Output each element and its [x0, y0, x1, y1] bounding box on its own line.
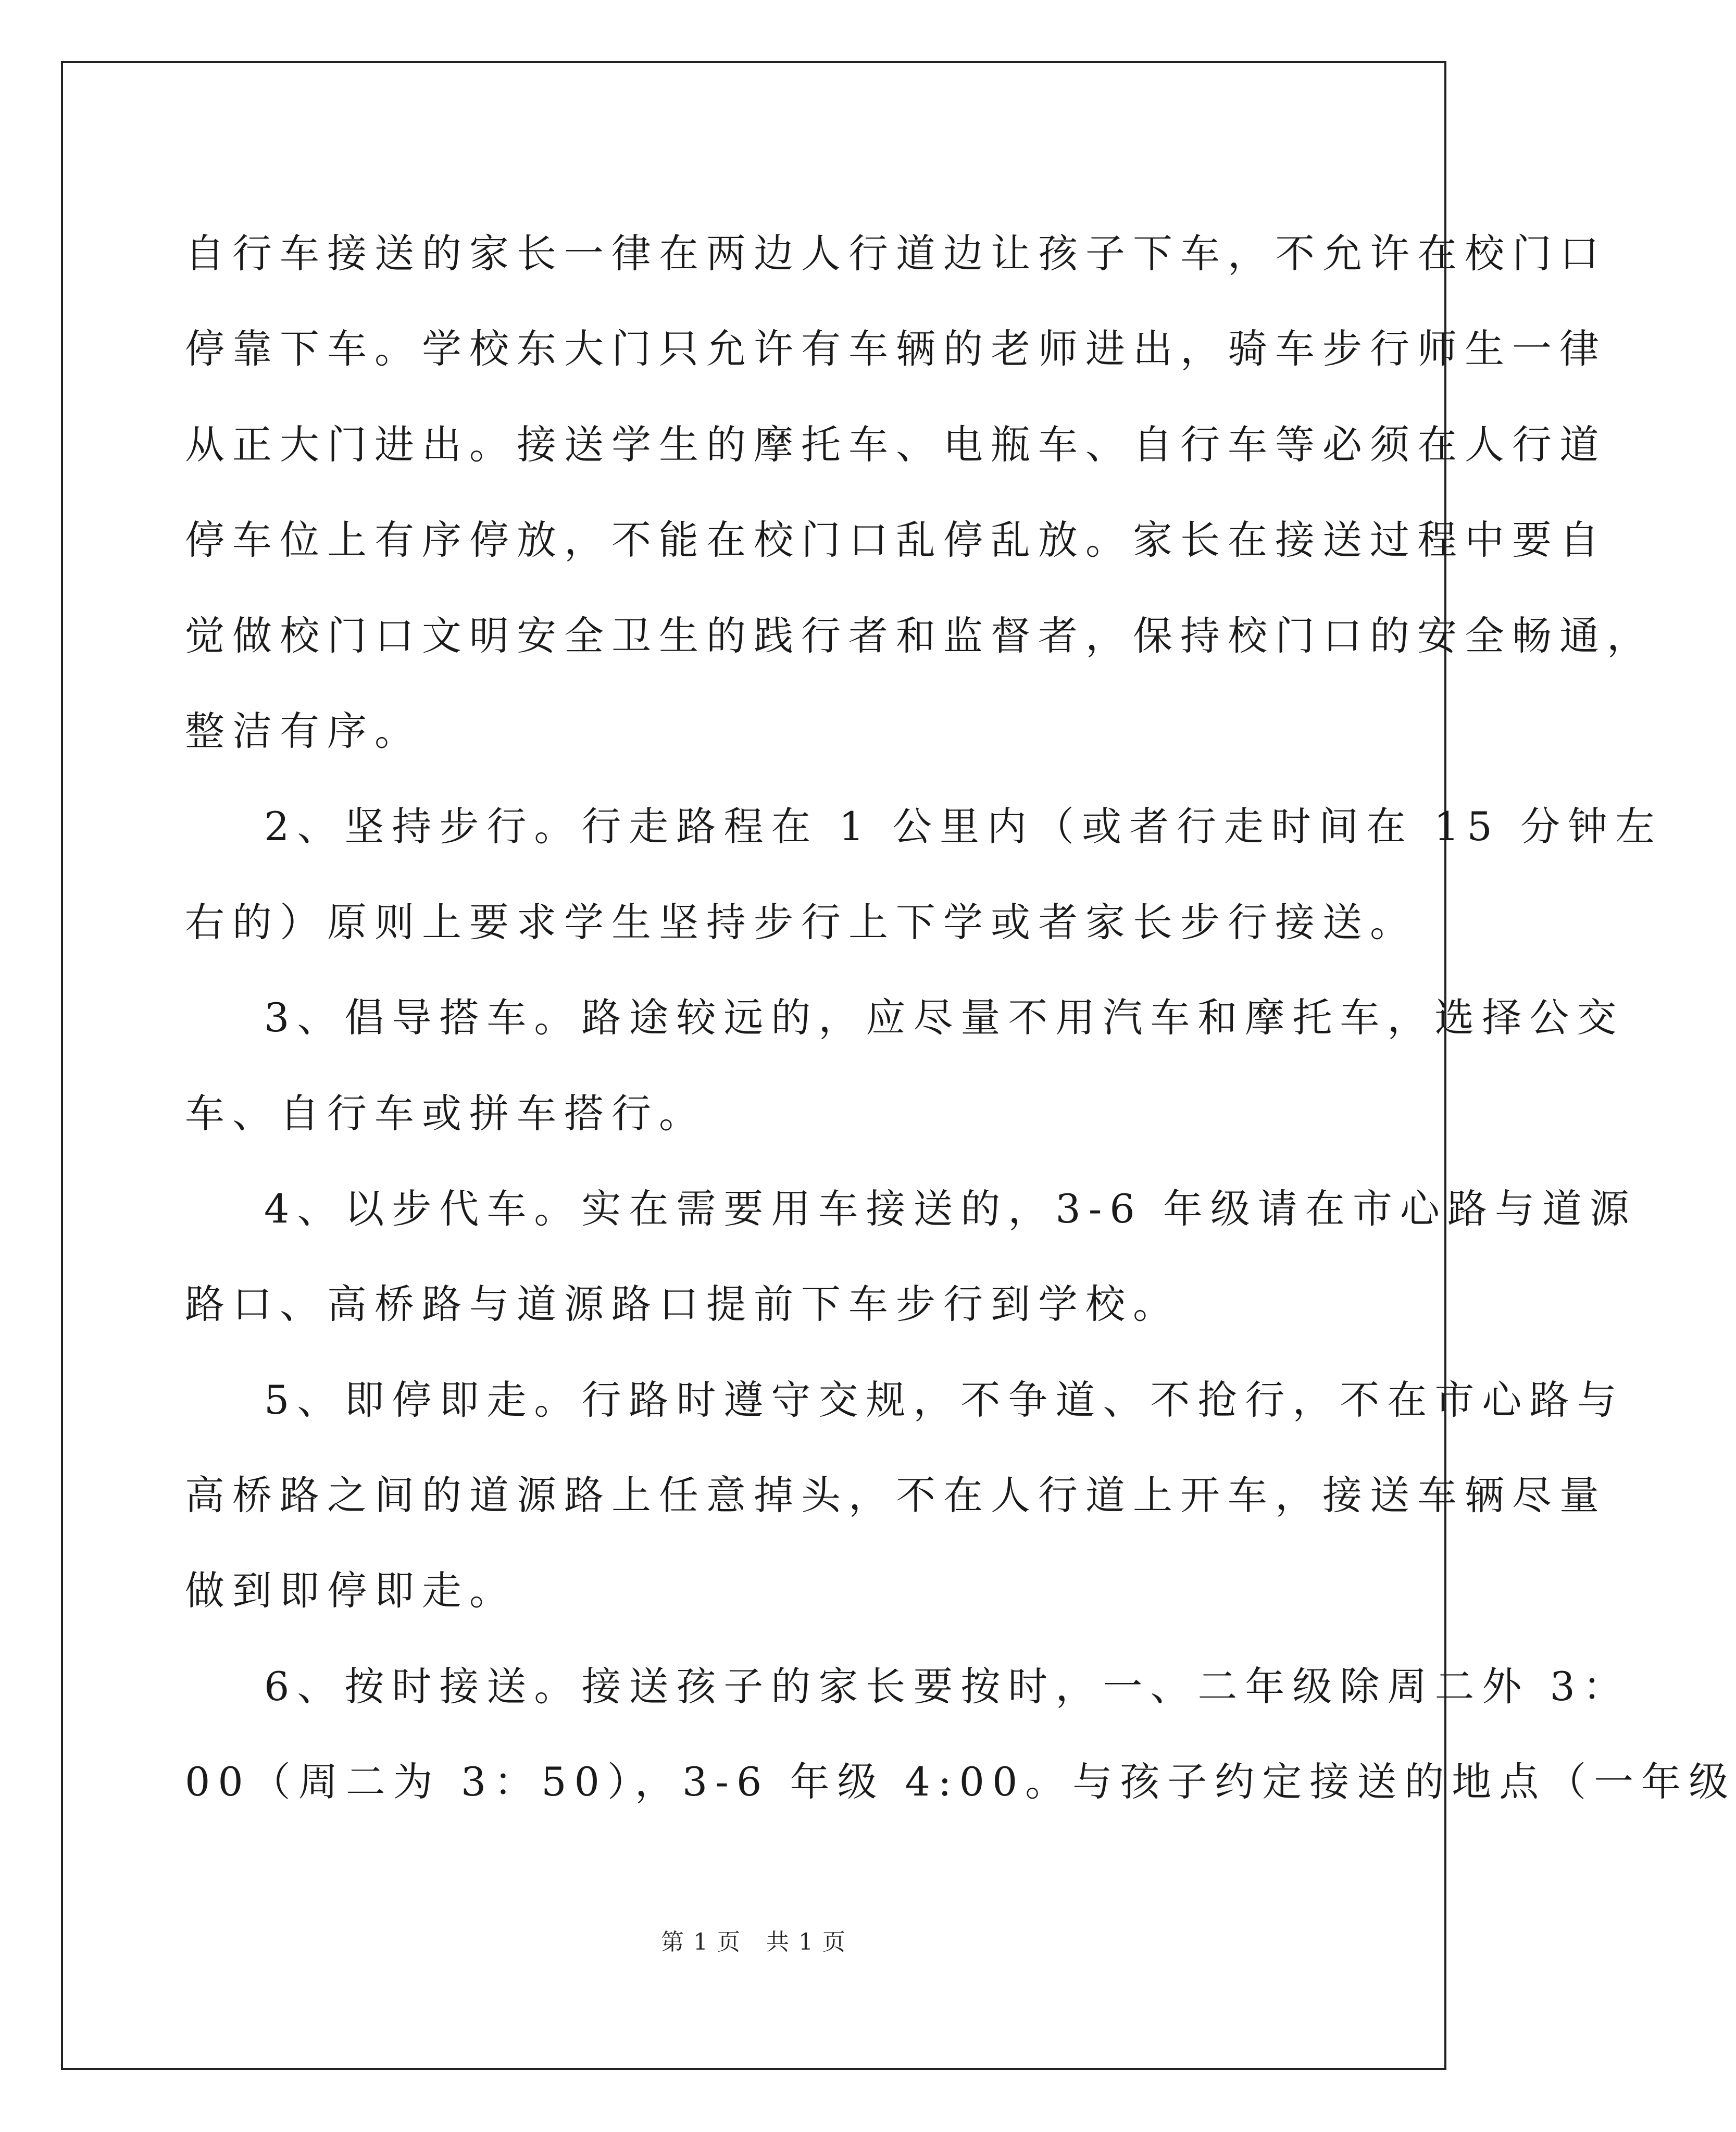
text-line: 4、以步代车。实在需要用车接送的，3-6 年级请在市心路与道源	[264, 1185, 1637, 1232]
text-line: 自行车接送的家长一律在两边人行道边让孩子下车，不允许在校门口	[185, 230, 1607, 277]
page-number-footer: 第 1 页 共 1 页	[661, 1929, 846, 1955]
text-line: 5、即停即走。行路时遵守交规，不争道、不抢行，不在市心路与	[264, 1376, 1625, 1423]
text-line: 3、倡导搭车。路途较远的，应尽量不用汽车和摩托车，选择公交	[264, 994, 1625, 1041]
text-line: 车、自行车或拼车搭行。	[185, 1090, 706, 1137]
text-line: 2、坚持步行。行走路程在 1 公里内（或者行走时间在 15 分钟左	[264, 803, 1663, 850]
text-line: 觉做校门口文明安全卫生的践行者和监督者，保持校门口的安全畅通，	[185, 612, 1654, 659]
text-line: 整洁有序。	[185, 707, 422, 754]
text-line: 从正大门进出。接送学生的摩托车、电瓶车、自行车等必须在人行道	[185, 421, 1607, 468]
text-line: 停靠下车。学校东大门只允许有车辆的老师进出，骑车步行师生一律	[185, 326, 1607, 372]
text-line: 高桥路之间的道源路上任意掉头，不在人行道上开车，接送车辆尽量	[185, 1472, 1607, 1519]
text-line: 6、按时接送。接送孩子的家长要按时，一、二年级除周二外 3：	[264, 1663, 1630, 1710]
document-body	[185, 206, 1736, 1830]
text-line: 做到即停即走。	[185, 1567, 517, 1614]
text-line: 00（周二为 3：50），3-6 年级 4:00。与孩子约定接送的地点（一年级	[185, 1759, 1736, 1805]
text-line: 路口、高桥路与道源路口提前下车步行到学校。	[185, 1281, 1180, 1328]
text-line: 右的）原则上要求学生坚持步行上下学或者家长步行接送。	[185, 899, 1417, 945]
text-line: 停车位上有序停放，不能在校门口乱停乱放。家长在接送过程中要自	[185, 517, 1607, 564]
